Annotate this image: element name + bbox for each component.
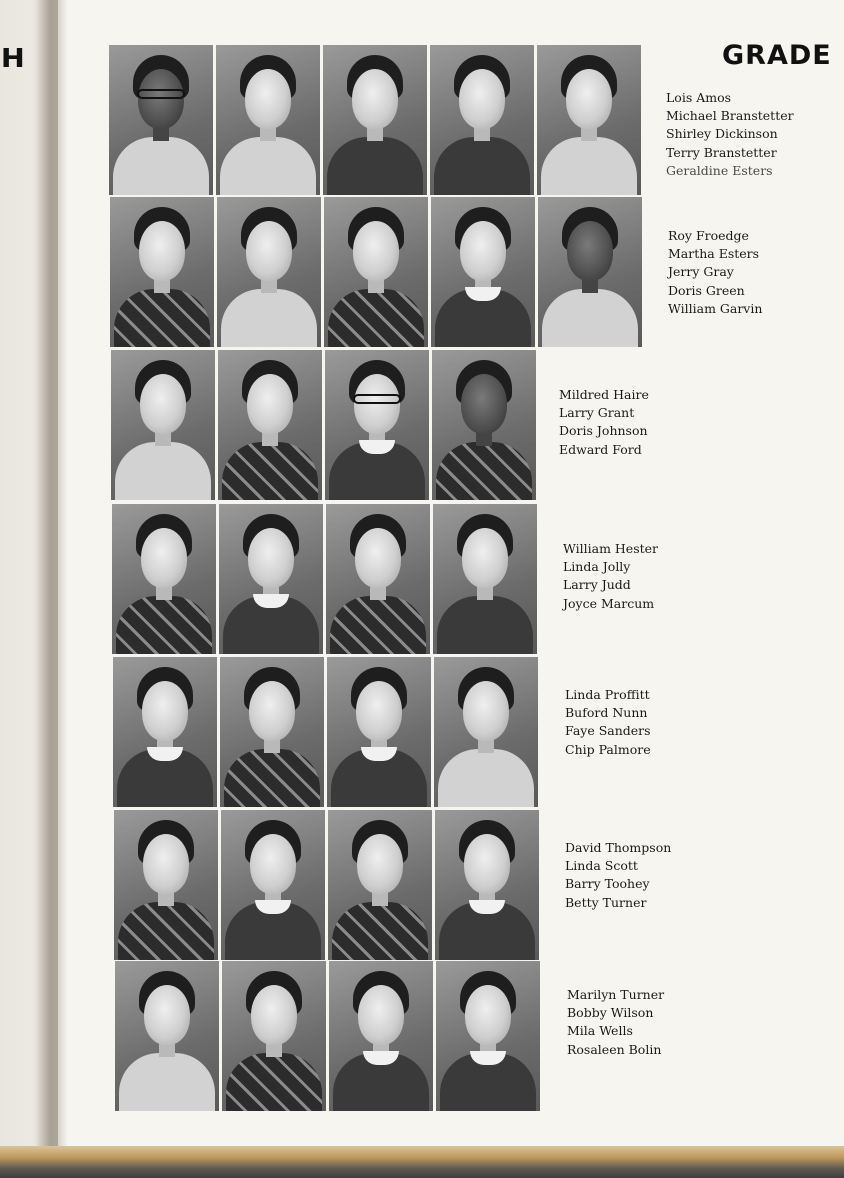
student-name: Buford Nunn <box>565 705 648 721</box>
student-portrait <box>222 961 326 1111</box>
student-name: Linda Jolly <box>563 559 631 575</box>
student-name: Roy Froedge <box>668 228 749 243</box>
student-name: Doris Green <box>668 282 745 298</box>
page-gutter-shadow <box>36 0 68 1150</box>
book-bottom-edge <box>0 1146 844 1178</box>
student-name: Chip Palmore <box>565 741 651 757</box>
student-name: Martha Esters <box>668 246 760 262</box>
student-portrait <box>435 810 539 960</box>
student-portrait <box>430 45 534 195</box>
student-portrait <box>219 504 323 654</box>
student-name: Terry Branstetter <box>666 144 777 160</box>
student-name: Barry Toohey <box>565 876 650 892</box>
student-portrait <box>537 45 641 195</box>
photo-row <box>114 810 539 960</box>
name-list <box>559 386 649 459</box>
name-list <box>565 839 671 912</box>
student-portrait <box>436 961 540 1111</box>
student-name: Michael Branstetter <box>666 108 794 124</box>
student-portrait <box>538 197 642 347</box>
student-portrait <box>217 197 321 347</box>
name-list <box>563 540 658 613</box>
student-name: David Thompson <box>565 840 672 855</box>
student-portrait <box>434 657 538 807</box>
student-portrait <box>113 657 217 807</box>
photo-row <box>111 350 536 500</box>
student-name: Marilyn Turner <box>567 987 665 1002</box>
student-portrait <box>323 45 427 195</box>
name-list <box>567 986 664 1059</box>
student-portrait <box>216 45 320 195</box>
student-portrait <box>432 350 536 500</box>
student-name: Larry Grant <box>559 405 635 421</box>
student-name: Bobby Wilson <box>567 1005 654 1021</box>
student-name: Linda Proffitt <box>565 687 650 702</box>
student-portrait <box>324 197 428 347</box>
student-portrait <box>109 45 213 195</box>
student-portrait <box>326 504 430 654</box>
student-portrait <box>112 504 216 654</box>
photo-row <box>110 197 642 347</box>
student-name: Faye Sanders <box>565 723 651 739</box>
student-portrait <box>327 657 431 807</box>
student-name: Mila Wells <box>567 1023 633 1039</box>
student-portrait <box>431 197 535 347</box>
student-name: Shirley Dickinson <box>666 126 778 142</box>
student-name: Betty Turner <box>565 894 647 910</box>
page-title: GRADE <box>722 40 832 71</box>
name-list <box>668 227 762 318</box>
student-portrait <box>325 350 429 500</box>
student-portrait <box>110 197 214 347</box>
student-portrait <box>433 504 537 654</box>
student-name: Lois Amos <box>666 90 732 105</box>
name-list <box>666 89 794 180</box>
student-name: William Garvin <box>668 300 763 316</box>
student-name: Rosaleen Bolin <box>567 1041 662 1057</box>
student-name: Joyce Marcum <box>563 595 655 611</box>
student-portrait <box>111 350 215 500</box>
photo-row <box>113 657 538 807</box>
student-name: Mildred Haire <box>559 387 649 402</box>
name-list <box>565 686 651 759</box>
student-name: Doris Johnson <box>559 423 648 439</box>
student-portrait <box>329 961 433 1111</box>
student-name: Larry Judd <box>563 577 631 593</box>
student-portrait <box>220 657 324 807</box>
previous-page-heading-fragment: H <box>0 44 25 74</box>
photo-row <box>112 504 537 654</box>
student-portrait <box>328 810 432 960</box>
photo-row <box>115 961 540 1111</box>
student-portrait <box>221 810 325 960</box>
student-portrait <box>114 810 218 960</box>
student-name: Jerry Gray <box>668 264 734 280</box>
student-name: Edward Ford <box>559 441 642 457</box>
student-name: Linda Scott <box>565 858 638 874</box>
student-portrait <box>218 350 322 500</box>
student-portrait <box>115 961 219 1111</box>
student-name: William Hester <box>563 541 659 556</box>
photo-row <box>109 45 641 195</box>
student-name: Geraldine Esters <box>666 162 773 178</box>
